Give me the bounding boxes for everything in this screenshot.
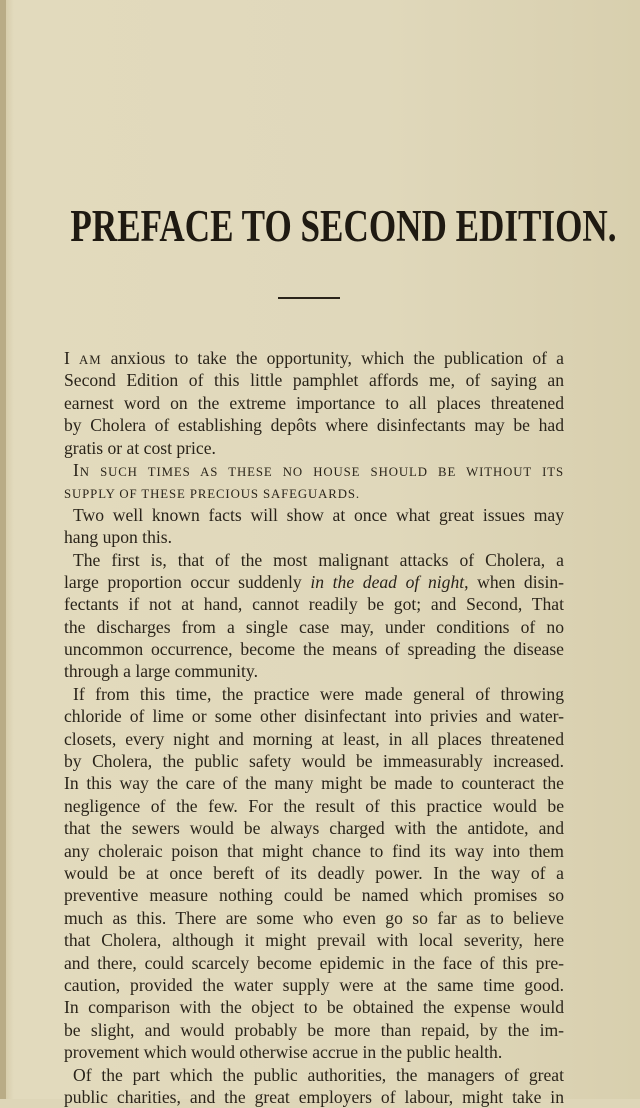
preface-body [64, 347, 564, 1108]
text-line: preventive measure nothing could be named which promises so [64, 885, 564, 906]
text-line: IN SUCH TIMES AS THESE NO HOUSE SHOULD BE WITHOUT ITS [73, 459, 564, 480]
text-line: that Cholera, although it might prevail with local severity, here [64, 930, 564, 951]
text-line: I AM anxious to take the opportunity, which the publication of a [64, 348, 564, 368]
text-line: If from this time, the practice were made general of throwing [73, 683, 564, 704]
text-line: In this way the care of the many might be made to counteract the [64, 773, 564, 794]
text-line: Of the part which the public authorities, the managers of great [73, 1064, 564, 1085]
text-line: The first is, that of the most malignant attacks of Cholera, a [73, 549, 564, 570]
text-line: uncommon occurrence, become the means of spreading the disease [64, 639, 564, 660]
text-line: negligence of the few. For the result of this practice would be [64, 795, 564, 816]
text-line: gratis or at cost price. [64, 437, 216, 458]
text-line: that the sewers would be always charged with the antidote, and [64, 818, 564, 839]
text-line: any choleraic poison that might chance to find its way into them [64, 840, 564, 861]
text-line: and there, could scarcely become epidemic in the face of this pre- [64, 952, 564, 973]
text-line: much as this. There are some who even go so far as to believe [64, 907, 564, 928]
text-line: the discharges from a single case may, under conditions of no [64, 616, 564, 637]
text-line: large proportion occur suddenly in the dead of night, when disin- [64, 571, 564, 592]
text-line: be slight, and would probably be more than repaid, by the im- [64, 1019, 564, 1040]
text-line: caution, provided the water supply were at the same time good. [64, 974, 564, 995]
text-line: fectants if not at hand, cannot readily be got; and Second, That [64, 594, 564, 615]
text-line: by Cholera, the public safety would be immeasurably increased. [64, 751, 564, 772]
text-line: hang upon this. [64, 527, 173, 548]
page-title: PREFACE TO SECOND EDITION. [70, 201, 617, 251]
text-line: Second Edition of this little pamphlet affords me, of saying an [64, 370, 564, 391]
text-line: SUPPLY OF THESE PRECIOUS SAFEGUARDS. [64, 487, 361, 502]
text-line: In comparison with the object to be obtained the expense would [64, 997, 564, 1018]
text-line: by Cholera of establishing depôts where disinfectants may be had [64, 415, 564, 436]
text-line: closets, every night and morning at least, in all places threatened [64, 728, 564, 749]
title-rule [278, 297, 340, 299]
text-line: public charities, and the great employers of labour, might take in [64, 1086, 564, 1107]
text-line: chloride of lime or some other disinfectant into privies and water- [64, 706, 564, 727]
text-line: through a large community. [64, 661, 258, 682]
binding-edge [0, 0, 6, 1099]
text-line: provement which would otherwise accrue in the public health. [64, 1042, 503, 1063]
text-line: Two well known facts will show at once what great issues may [73, 504, 564, 525]
text-line: earnest word on the extreme importance to all places threatened [64, 392, 564, 413]
text-line: would be at once bereft of its deadly power. In the way of a [64, 862, 564, 883]
